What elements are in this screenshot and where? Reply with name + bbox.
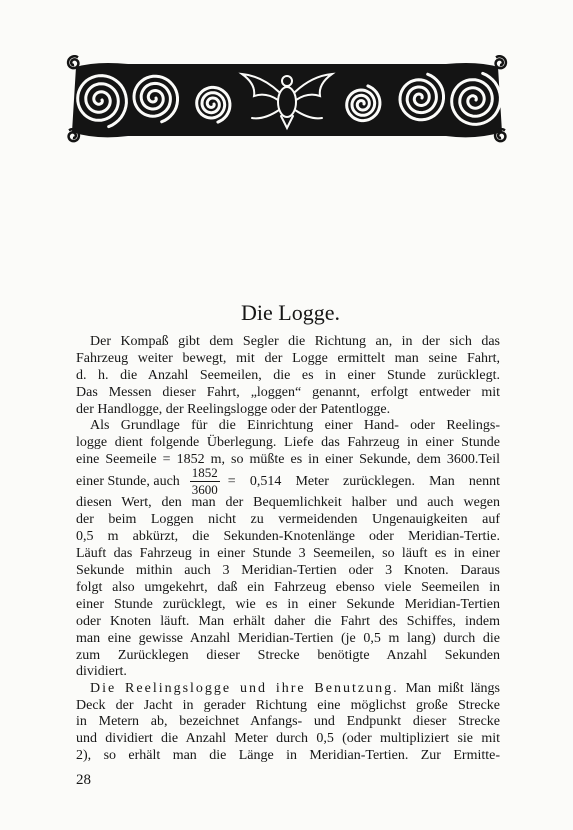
fraction (190, 465, 220, 498)
paragraph-line: 2), so erhält man die Länge in Meridian-Tertien. Zur Ermitte- (76, 748, 500, 763)
paragraph-line: der Handlogge, der Reelingslogge oder der Patentlogge. (76, 402, 391, 417)
paragraph-line: oder Knoten läuft. Man erhält daher die Fahrt des Schiffes, indem (76, 614, 500, 629)
paragraph-line: der beim Loggen nicht zu vermeidenden Ungenauigkeiten auf (76, 512, 500, 527)
paragraph-line: 0,5 m abkürzt, die Sekunden-Knotenlänge oder Meridian-Tertie. (76, 529, 500, 544)
paragraph-line: eine Seemeile = 1852 m, so müßte es in einer Sekunde, dem 3600.Teil (76, 452, 500, 467)
paragraph-line: in Metern ab, bezeichnet Anfangs- und Endpunkt dieser Strecke (76, 714, 500, 729)
paragraph-line: Das Messen dieser Fahrt, „loggen“ genannt, erfolgt entweder mit (76, 385, 500, 400)
paragraph-line: Deck der Jacht in gerader Richtung eine möglichst große Strecke (76, 698, 500, 713)
fraction-line-after: = 0,514 Meter zurücklegen. Man nennt (227, 473, 500, 489)
paragraph-line: zum Zurücklegen dieser Strecke benötigte Anzahl Sekunden (76, 648, 500, 663)
paragraph-line: d. h. die Anzahl Seemeilen, die es in einer Stunde zurücklegt. (76, 368, 500, 383)
paragraph-line: folgt also umgekehrt, daß ein Fahrzeug ebenso viele Seemeilen in (76, 580, 500, 595)
paragraph-line: einer Stunde zurücklegt, wie es in einer Sekunde Meridian-Tertien (76, 597, 500, 612)
ornament-header (66, 54, 508, 144)
section-heading: Die Reelingslogge und ihre Benutzung. (90, 681, 399, 696)
corner-curl-ornament (68, 56, 78, 68)
paragraph-line: und dividiert die Anzahl Meter durch 0,5 (oder multipliziert sie mit (76, 731, 500, 746)
paragraph-line-rest: Man mißt längs (405, 681, 500, 696)
corner-curl-ornament (496, 56, 506, 68)
fraction-denominator: 3600 (191, 481, 218, 497)
paragraph-line: diesen Wert, den man der Bequemlichkeit halber und auch wegen (76, 495, 500, 510)
fraction-numerator: 1852 (191, 464, 218, 480)
paragraph-line: dividiert. (76, 664, 127, 679)
page-title: Die Logge. (241, 300, 340, 325)
paragraph-line (90, 680, 500, 697)
page-number: 28 (76, 772, 91, 788)
paragraph-line: Sekunde mithin auch 3 Meridian-Tertien oder 3 Knoten. Daraus (76, 563, 500, 578)
paragraph-line: Als Grundlage für die Einrichtung einer Hand- oder Reelings- (90, 418, 500, 433)
paragraph-line: logge dient folgende Überlegung. Liefe das Fahrzeug in einer Stunde (76, 435, 500, 450)
fraction-line-before: einer Stunde, auch (76, 473, 180, 489)
paragraph-line: Fahrzeug weiter bewegt, mit der Logge ermittelt man seine Fahrt, (76, 351, 500, 366)
paragraph-line: man eine gewisse Anzahl Meridian-Tertien (je 0,5 m lang) durch die (76, 631, 500, 646)
paragraph-line: Der Kompaß gibt dem Segler die Richtung an, in der sich das (90, 334, 500, 349)
paragraph-line: Läuft das Fahrzeug in einer Stunde 3 Seemeilen, so läuft es in einer (76, 546, 500, 561)
